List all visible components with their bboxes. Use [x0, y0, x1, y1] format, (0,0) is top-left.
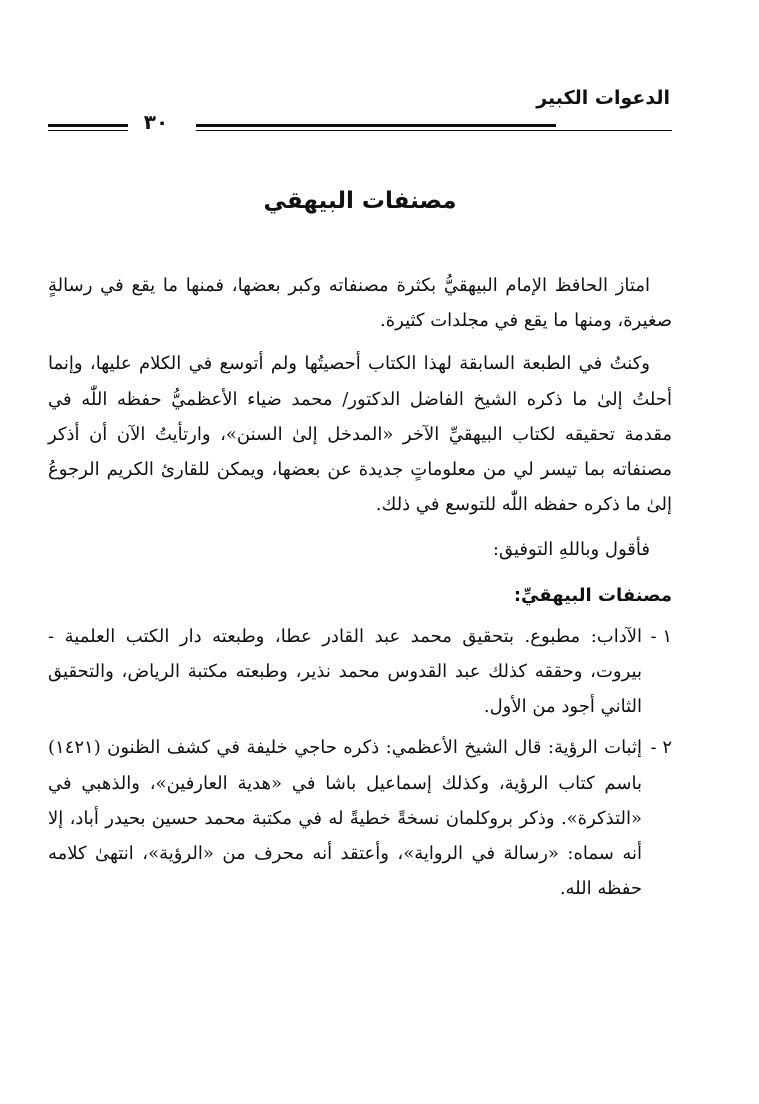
list-item: [48, 730, 672, 906]
entry-number: ١ -: [650, 625, 672, 647]
body-text: [48, 268, 672, 906]
entry-number: ٢ -: [650, 737, 672, 759]
header-rule-thin-right: [196, 130, 556, 131]
list-item: [48, 619, 672, 725]
running-title: الدعوات الكبير: [536, 87, 670, 109]
section-title: مصنفات البيهقي: [263, 188, 457, 214]
page-number: ٣٠: [143, 110, 169, 134]
entry-text: الآداب: مطبوع. بتحقيق محمد عبد القادر عطا، وطبعته دار الكتب العلمية - بيروت، وحققه كذلك عبد القدوس محمد نذير، وطبعته مكتبة الرياض، والتحقيق الثاني أجود من الأول.: [48, 625, 642, 718]
list-heading: مصنفات البيهقيِّ:: [513, 584, 672, 606]
paragraph-2: وكنتُ في الطبعة السابقة لهذا الكتاب أحصيتُها ولم أتوسع في الكلام عليها، وإنما أحلتُ إلىٰ ما ذكره الشيخ الفاضل الدكتور/ محمد ضياء الأعظميُّ حفظه اللّٰه في مقدمة تحقيقه لكتاب البيهقيِّ الآخر «المدخل إلىٰ السنن»، وارتأيتُ الآن أن أذكر مصنفاته بما تيسر لي من معلوماتٍ جديدة عن بعضها، ويمكن للقارئ الكريم الرجوعُ إلىٰ ما ذكره حفظه اللّٰه للتوسع في ذلك.: [48, 353, 672, 516]
header-rule-thick-left: [48, 124, 128, 127]
header-rule-thick-right: [196, 124, 556, 127]
header-rule-thin-left: [48, 130, 128, 131]
entry-text: إثبات الرؤية: قال الشيخ الأعظمي: ذكره حاجي خليفة في كشف الظنون (١٤٢١) باسم كتاب الرؤية، وكذلك إسماعيل باشا في «هدية العارفين»، والذهبي في «التذكرة». وذكر بروكلمان نسخةً خطيةً له في مكتبة محمد حسين بحيدر أباد، إلا أنه سماه: «رسالة في الرواية»، وأعتقد أنه محرف من «الرؤية»، انتهىٰ كلامه حفظه الله.: [48, 737, 642, 900]
header-rule-extend: [556, 130, 672, 131]
intro-line: فأقول وباللهِ التوفيق:: [492, 539, 650, 561]
paragraph-1: امتاز الحافظ الإمام البيهقيُّ بكثرة مصنفاته وكبر بعضها، فمنها ما يقع في رسالةٍ صغيرة، ومنها ما يقع في مجلدات كثيرة.: [48, 275, 672, 332]
